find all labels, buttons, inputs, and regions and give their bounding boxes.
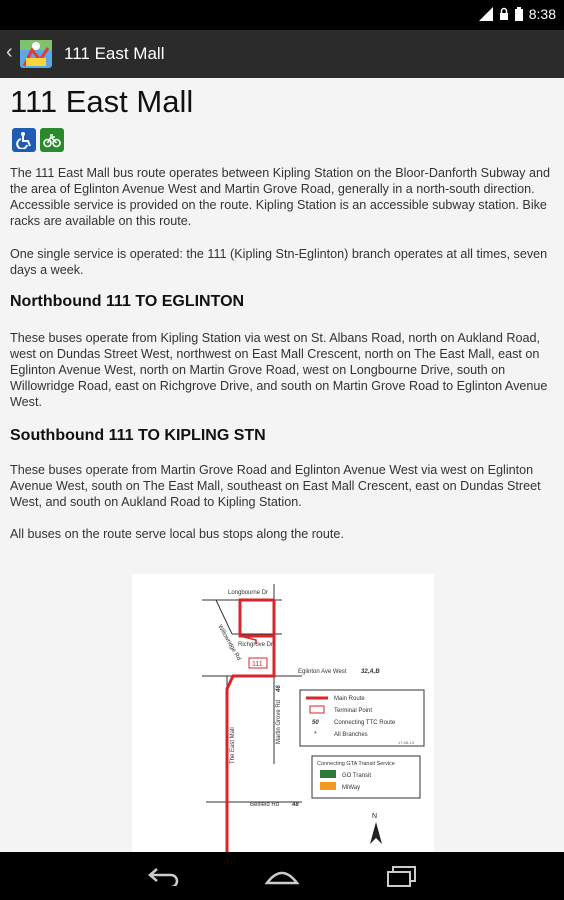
map-label-willowridge: Willowridge Rd — [216, 624, 242, 662]
nav-bar — [0, 852, 564, 900]
southbound-text: These buses operate from Martin Grove Road and Eglinton Avenue West via west on Eglinton Avenue West, south on The East Mall, southeast on East Mall Crescent, east on Dundas Street West, and south on Aukland Road to Kipling Station. — [10, 463, 541, 509]
gta-legend-miway: MiWay — [342, 785, 361, 791]
route-map-drawing — [132, 574, 434, 852]
battery-icon — [515, 7, 523, 21]
legend-date: 17-08-13 — [398, 740, 415, 745]
legend-connecting: Connecting TTC Route — [334, 720, 396, 726]
map-route-label: 111 — [252, 661, 263, 668]
status-icons — [479, 6, 556, 22]
gta-legend-go: GO Transit — [342, 773, 372, 779]
intro-paragraph-1: The 111 East Mall bus route operates between Kipling Station on the Bloor-Danforth Subway and the area of Eglinton Avenue West and Martin Grove Road, generally in a north-south direction. Accessible service is provided on the route. Kipling Station is an accessible subway station. Bike racks are available on this route. — [10, 166, 550, 228]
gta-legend-title: Connecting GTA Transit Service — [317, 761, 395, 767]
home-icon[interactable] — [260, 862, 304, 890]
map-label-belfield: Belfield Rd — [250, 802, 280, 808]
map-label-martin-grove: Martin Grove Rd — [276, 699, 282, 744]
legend-terminal-point: Terminal Point — [334, 708, 373, 714]
map-label-martin-grove-route: 46 — [276, 685, 282, 692]
status-bar — [0, 0, 564, 30]
north-arrow-icon — [370, 813, 382, 844]
northbound-text: These buses operate from Kipling Station via west on St. Albans Road, north on Aukland Road, west on Dundas Street West, northwest on East Mall Crescent, north on The East Mall, east on Eglinton Avenue West, north on Martin Grove Road, west on Longbourne Drive, south on Willowridge Road, east on Richgrove Drive, and south on Martin Grove Road to Eglinton Avenue West. — [10, 331, 548, 409]
signal-icon — [479, 7, 493, 21]
map-label-north: N — [372, 813, 378, 820]
bike-rack-icon — [40, 128, 64, 152]
map-label-longbourne: Longbourne Dr — [228, 590, 269, 596]
map-label-east-mall: The East Mall — [230, 727, 236, 764]
route-map — [132, 574, 434, 852]
legend-all-branches: All Branches — [334, 732, 368, 738]
feature-badges — [12, 128, 64, 152]
app-logo-icon[interactable] — [16, 36, 56, 72]
legend-connecting-num: 50 — [312, 720, 319, 726]
map-label-belfield-route: 48 — [292, 802, 299, 808]
accessible-icon — [12, 128, 36, 152]
page-title: 111 East Mall — [10, 84, 194, 119]
status-time: 8:38 — [528, 6, 556, 22]
legend-main-route: Main Route — [334, 696, 365, 702]
legend-all-branches-sym: * — [314, 731, 317, 738]
action-bar — [0, 30, 564, 79]
closing-paragraph: All buses on the route serve local bus stops along the route. — [10, 527, 344, 541]
back-chevron-icon[interactable]: ‹ — [6, 41, 13, 63]
intro-paragraph-2: One single service is operated: the 111 (Kipling Stn-Eglinton) branch operates at all times, seven days a week. — [10, 247, 548, 277]
map-label-richgrove: Richgrove Dr — [238, 642, 274, 648]
lock-icon — [499, 7, 509, 21]
northbound-heading: Northbound 111 TO EGLINTON — [10, 293, 245, 310]
southbound-heading: Southbound 111 TO KIPLING STN — [10, 427, 266, 444]
content-area[interactable] — [0, 78, 564, 852]
back-icon[interactable] — [142, 862, 186, 890]
action-bar-title: 111 East Mall — [64, 44, 165, 63]
map-label-eglinton-routes: 32,A,B — [361, 669, 380, 675]
recent-apps-icon[interactable] — [380, 862, 424, 890]
map-label-eglinton: Eglinton Ave West — [298, 669, 347, 675]
